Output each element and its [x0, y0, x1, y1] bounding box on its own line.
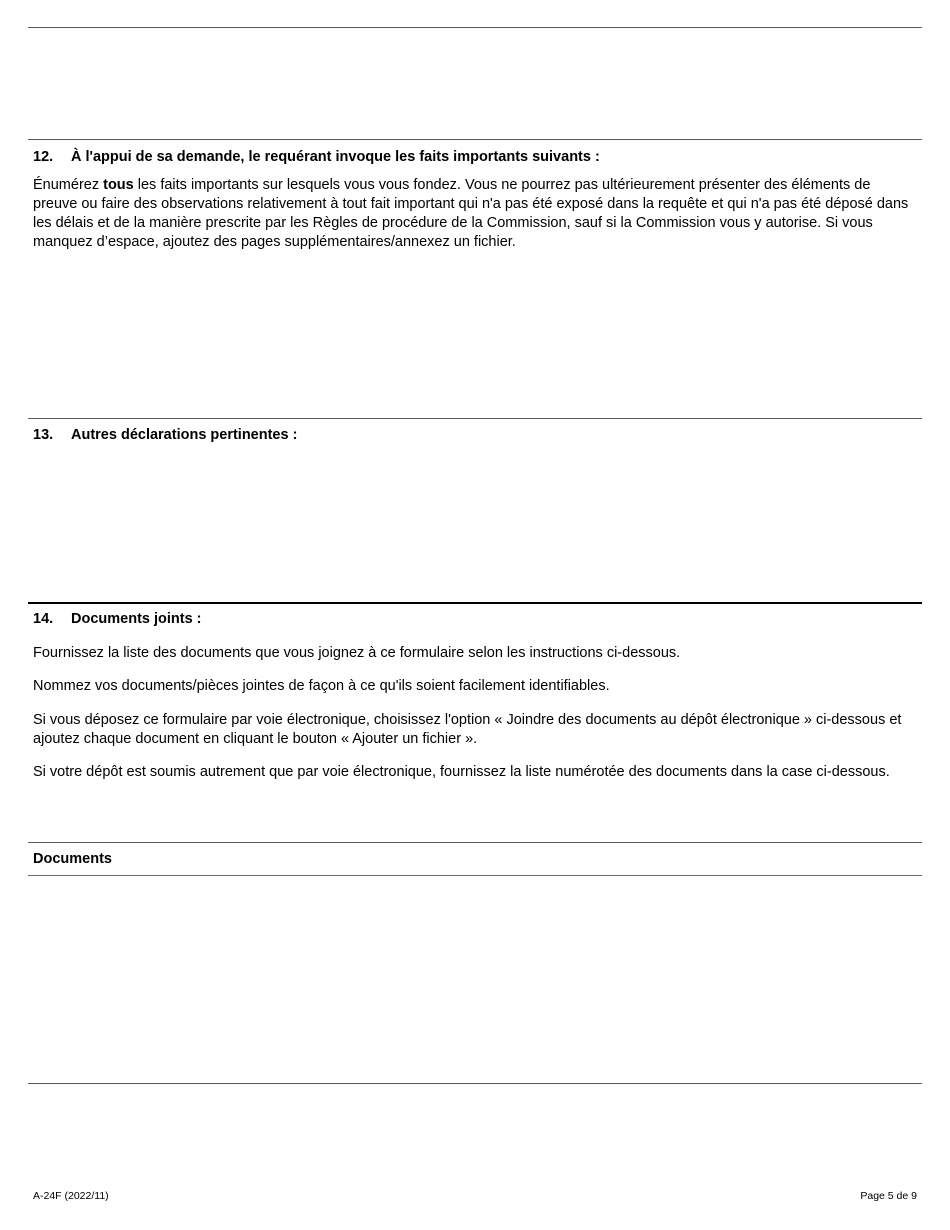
section14-heading — [33, 610, 202, 628]
section12-instructions — [33, 176, 918, 252]
form-code: A-24F (2022/11) — [33, 1190, 109, 1202]
section13-answer-field[interactable] — [28, 448, 922, 600]
section14-title: Documents joints : — [71, 611, 202, 627]
documents-top-rule — [28, 842, 922, 843]
section12-number: 12. — [33, 149, 54, 165]
section12-title: À l'appui de sa demande, le requérant invoque les faits importants suivants : — [71, 149, 600, 165]
section14-paragraph-2: Nommez vos documents/pièces jointes de façon à ce qu'ils soient facilement identifiables. — [33, 678, 610, 694]
documents-label: Documents — [33, 851, 112, 867]
section14-paragraph-3: Si vous déposez ce formulaire par voie électronique, choisissez l'option « Joindre des documents au dépôt électronique » ci-dessous et ajoutez chaque document en cliquant le bouton « Ajouter un fichier ». — [33, 712, 902, 747]
section12-rule — [28, 139, 922, 140]
section14-paragraph-1: Fournissez la liste des documents que vous joignez à ce formulaire selon les instructions ci-dessous. — [33, 645, 681, 661]
section13-title: Autres déclarations pertinentes : — [71, 427, 298, 443]
section13-rule — [28, 418, 922, 419]
section14-number: 14. — [33, 611, 54, 627]
section12-answer-field[interactable] — [28, 256, 922, 416]
page-number: Page 5 de 9 — [860, 1190, 917, 1202]
section14-paragraph-4: Si votre dépôt est soumis autrement que par voie électronique, fournissez la liste numérotée des documents dans la case ci-dessous. — [33, 764, 890, 780]
top-rule — [28, 27, 922, 28]
section12-instruction-bold: tous — [103, 177, 134, 193]
section12-instruction-post: les faits importants sur lesquels vous vous fondez. Vous ne pourrez pas ultérieurement présenter des éléments de preuve ou faire des observations relativement à tout fait important qui n'a pas été exposé dans la requête et qui n'a pas été déposé dans les délais et de la manière prescrite par les Règles de procédure de la Commission, sauf si la Commission vous y autorise. Si vous manquez d’espace, ajoutez des pages supplémentaires/annexez un fichier. — [33, 177, 909, 250]
documents-list-field[interactable] — [28, 877, 922, 1081]
section14-rule — [28, 602, 922, 604]
previous-answer-field[interactable] — [28, 29, 922, 137]
section13-number: 13. — [33, 427, 54, 443]
section12-instruction-pre: Énumérez — [33, 177, 104, 193]
section12-heading — [33, 148, 600, 166]
documents-header-rule — [28, 875, 922, 876]
section13-heading — [33, 426, 297, 444]
documents-bottom-rule — [28, 1083, 922, 1084]
